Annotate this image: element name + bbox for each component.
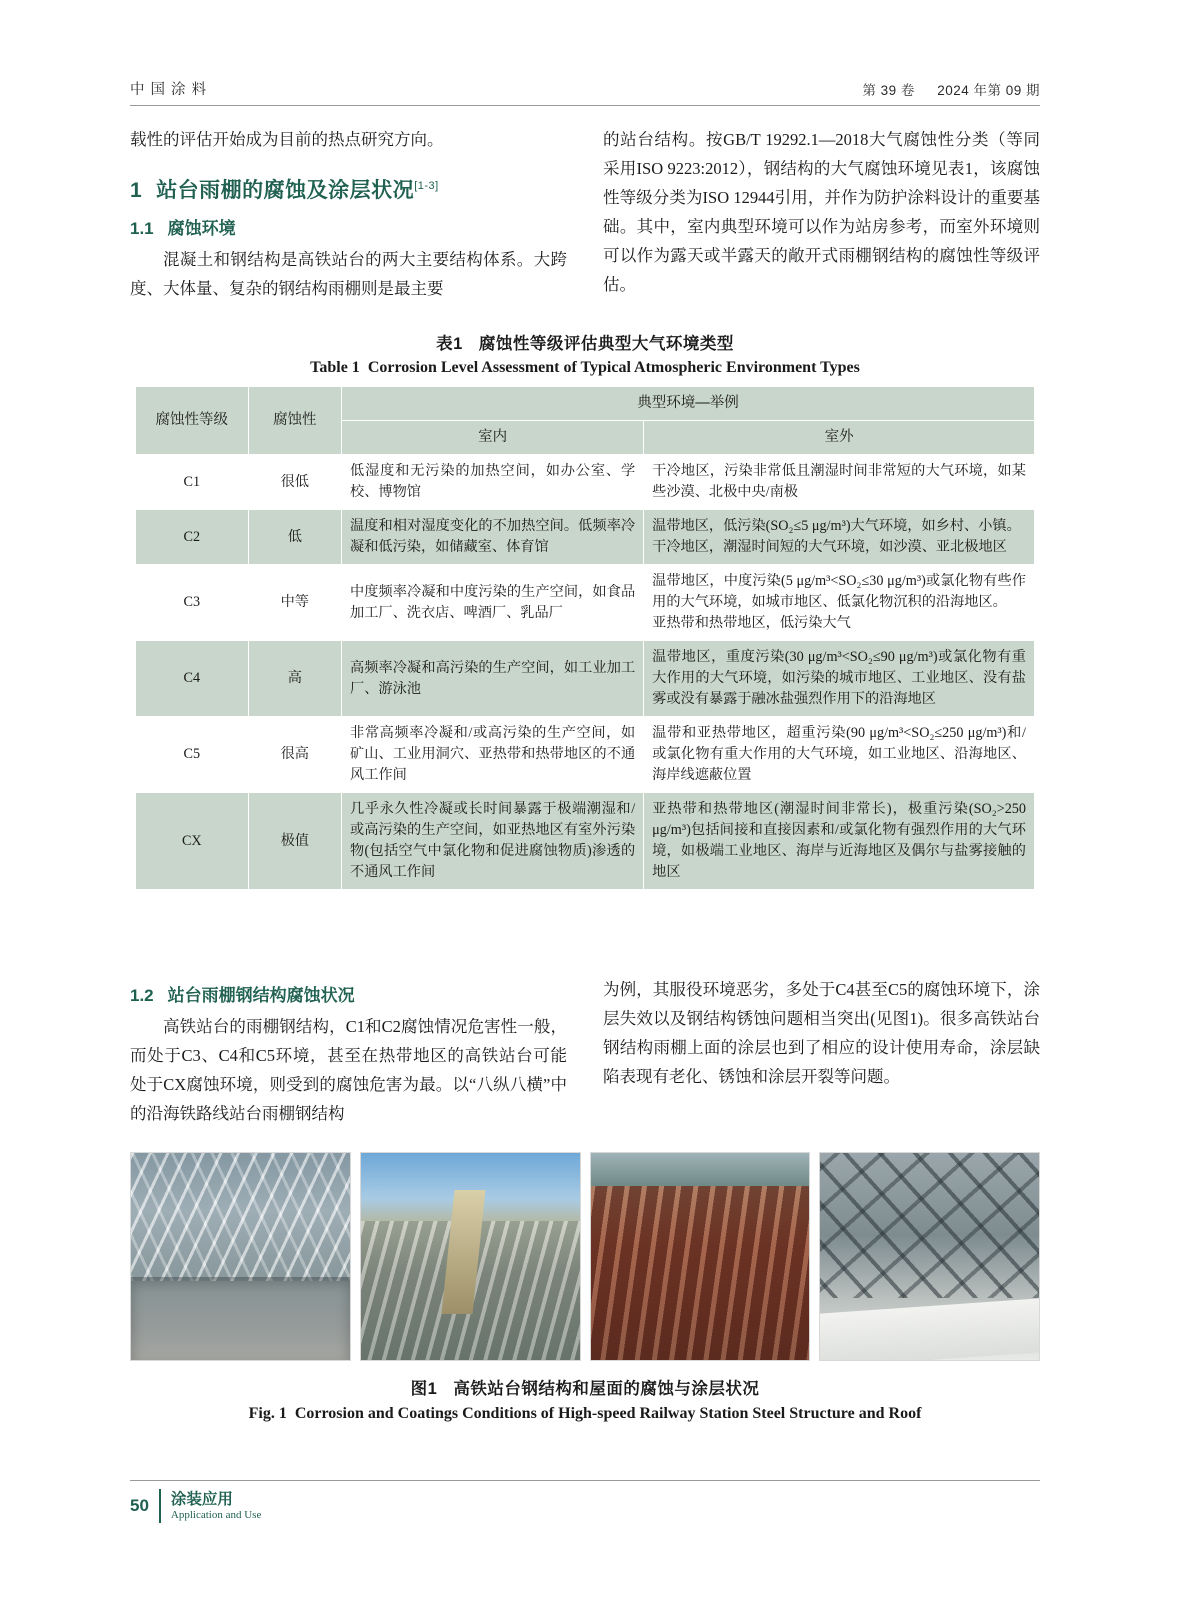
figure-photo-1 [130,1152,351,1361]
cell-level: 极值 [248,793,341,890]
table-title-en-text: Corrosion Level Assessment of Typical Atmospheric Environment Types [367,359,860,376]
cell-outdoor: 亚热带和热带地区(潮湿时间非常长)，极重污染(SO₂>250 μg/m³)包括间接和直接因素和/或氯化物有强烈作用的大气环境，如极端工业地区、海岸与近海地区及偶尔与盐雾接触的地区 [644,793,1035,890]
cell-outdoor-line: 温带地区，低污染(SO₂≤5 μg/m³)大气环境，如乡村、小镇。 [652,518,1021,534]
th-level: 腐蚀性 [248,387,341,455]
table-1-block [130,330,1040,890]
figure-caption-en-text: Corrosion and Coatings Conditions of High-speed Railway Station Steel Structure and Roof [294,1405,922,1422]
section-heading-1 [130,174,567,204]
cell-level: 很高 [248,717,341,793]
table-row [136,793,1035,890]
figure-photo-4 [819,1152,1040,1361]
cell-level: 低 [248,510,341,565]
figure-label-en: Fig. 1 [248,1405,287,1422]
cell-grade: C4 [136,641,249,717]
table-row [136,565,1035,641]
right-column [603,125,1040,305]
table-label-en: Table 1 [310,359,360,376]
subsection-title: 站台雨棚钢结构腐蚀状况 [167,986,355,1005]
th-indoor: 室内 [342,421,644,455]
cell-outdoor-line: 亚热带和热带地区，低污染大气 [652,615,851,631]
figure-caption-cn-text: 高铁站台钢结构和屋面的腐蚀与涂层状况 [453,1380,760,1398]
figure-photo-3 [590,1152,811,1361]
issue-label: 2024 年第 09 期 [937,83,1040,98]
paragraph-1-1: 混凝土和钢结构是高铁站台的两大主要结构体系。大跨度、大体量、复杂的钢结构雨棚则是最主要 [130,250,567,298]
figure-caption-cn [130,1375,1040,1399]
cell-outdoor: 温带和亚热带地区，超重污染(90 μg/m³<SO₂≤250 μg/m³)和/或氯化物有重大作用的大气环境，如工业地区、沿海地区、海岸线遮蔽位置 [644,717,1035,793]
figure-label-cn: 图1 [410,1380,438,1398]
cell-level: 中等 [248,565,341,641]
left-column-2 [130,975,567,1130]
cell-indoor: 中度频率冷凝和中度污染的生产空间，如食品加工厂、洗衣店、啤酒厂、乳品厂 [342,565,644,641]
cell-outdoor: 干冷地区，污染非常低且潮湿时间非常短的大气环境，如某些沙漠、北极中央/南极 [644,455,1035,510]
page-header [130,78,1040,106]
table-header-row-1 [136,387,1035,421]
cell-grade: C5 [136,717,249,793]
footer-section-label [171,1491,261,1522]
th-outdoor: 室外 [644,421,1035,455]
table-row [136,641,1035,717]
table-title-cn [130,330,1040,354]
figure-photo-2 [360,1152,581,1361]
cell-outdoor-line: 温带地区，中度污染(5 μg/m³<SO₂≤30 μg/m³)或氯化物有些作用的大气环境，如城市地区、低氯化物沉积的沿海地区。 [652,573,1026,610]
cell-outdoor-line: 干冷地区，潮湿时间短的大气环境，如沙漠、亚北极地区 [652,539,1007,555]
cell-indoor: 低湿度和无污染的加热空间，如办公室、学校、博物馆 [342,455,644,510]
th-env-group: 典型环境—举例 [342,387,1035,421]
table-row [136,455,1035,510]
right-column-2 [603,975,1040,1130]
footer-label-en: Application and Use [170,1508,262,1521]
footer-divider [159,1489,161,1523]
subsection-heading-1-1 [130,214,567,239]
lead-paragraph: 载性的评估开始成为目前的热点研究方向。 [130,130,444,149]
volume-label: 第 39 卷 [862,83,915,98]
cell-indoor: 高频率冷凝和高污染的生产空间，如工业加工厂、游泳池 [342,641,644,717]
cell-indoor: 几乎永久性冷凝或长时间暴露于极端潮湿和/或高污染的生产空间，如亚热地区有室外污染物(包括空气中氯化物和促进腐蚀物质)渗透的不通风工作间 [342,793,644,890]
left-column [130,125,567,305]
figure-caption-en [130,1405,1040,1423]
cell-level: 高 [248,641,341,717]
issue-info [862,79,1040,99]
cell-grade: C2 [136,510,249,565]
table-title-cn-text: 腐蚀性等级评估典型大气环境类型 [478,335,734,353]
cell-outdoor [644,565,1035,641]
paragraph-1-2-left: 高铁站台的雨棚钢结构，C1和C2腐蚀情况危害性一般，而处于C3、C4和C5环境，甚至在热带地区的高铁站台可能处于CX腐蚀环境，则受到的腐蚀危害为最。以“八纵八横”中的沿海铁路线站台雨棚钢结构 [130,1017,567,1123]
table-title-en [130,359,1040,377]
table-row [136,717,1035,793]
cell-outdoor [644,510,1035,565]
page-number: 50 [130,1496,149,1515]
section-number: 1 [130,179,143,202]
figure-photo-row [130,1152,1040,1361]
subsection-heading-1-2 [130,981,567,1006]
cell-indoor: 非常高频率冷凝和/或高污染的生产空间，如矿山、工业用洞穴、亚热带和热带地区的不通风工作间 [342,717,644,793]
cell-outdoor [644,641,1035,717]
subsection-number: 1.1 [130,219,154,238]
table-label-cn: 表1 [436,335,463,353]
journal-name: 中 国 涂 料 [130,82,208,98]
table-row [136,510,1035,565]
footer-label-cn: 涂装应用 [170,1490,233,1508]
cell-grade: C3 [136,565,249,641]
top-columns [130,125,1040,305]
subsection-number: 1.2 [130,986,154,1005]
section-title: 站台雨棚的腐蚀及涂层状况 [156,179,415,202]
cell-grade: CX [136,793,249,890]
cell-grade: C1 [136,455,249,510]
paragraph-right-top: 的站台结构。按GB/T 19292.1—2018大气腐蚀性分类（等同采用ISO 9223:2012），钢结构的大气腐蚀环境见表1，该腐蚀性等级分类为ISO 12944引用，并作为防护涂料设计的重要基础。其中，室内典型环境可以作为站房参考，而室外环境则可以作为露天或半露天的敞开式雨棚钢结构的腐蚀性等级评估。 [603,130,1040,294]
figure-1-block [130,1152,1040,1423]
cell-level: 很低 [248,455,341,510]
th-grade: 腐蚀性等级 [136,387,249,455]
page-footer [130,1480,1040,1523]
subsection-title: 腐蚀环境 [167,219,236,238]
cell-indoor: 温度和相对湿度变化的不加热空间。低频率冷凝和低污染，如储藏室、体育馆 [342,510,644,565]
paragraph-1-2-right: 为例，其服役环境恶劣，多处于C4甚至C5的腐蚀环境下，涂层失效以及钢结构锈蚀问题相当突出(见图1)。很多高铁站台钢结构雨棚上面的涂层也到了相应的设计使用寿命，涂层缺陷表现有老化、锈蚀和涂层开裂等问题。 [603,980,1040,1086]
bottom-columns [130,975,1040,1130]
cell-outdoor-line: 温带地区，重度污染(30 μg/m³<SO₂≤90 μg/m³)或氯化物有重大作用的大气环境，如污染的城市地区、工业地区、没有盐雾或没有暴露于融冰盐强烈作用下的沿海地区 [652,649,1026,707]
section-reference: [1-3] [414,180,439,192]
corrosion-table [135,386,1035,890]
